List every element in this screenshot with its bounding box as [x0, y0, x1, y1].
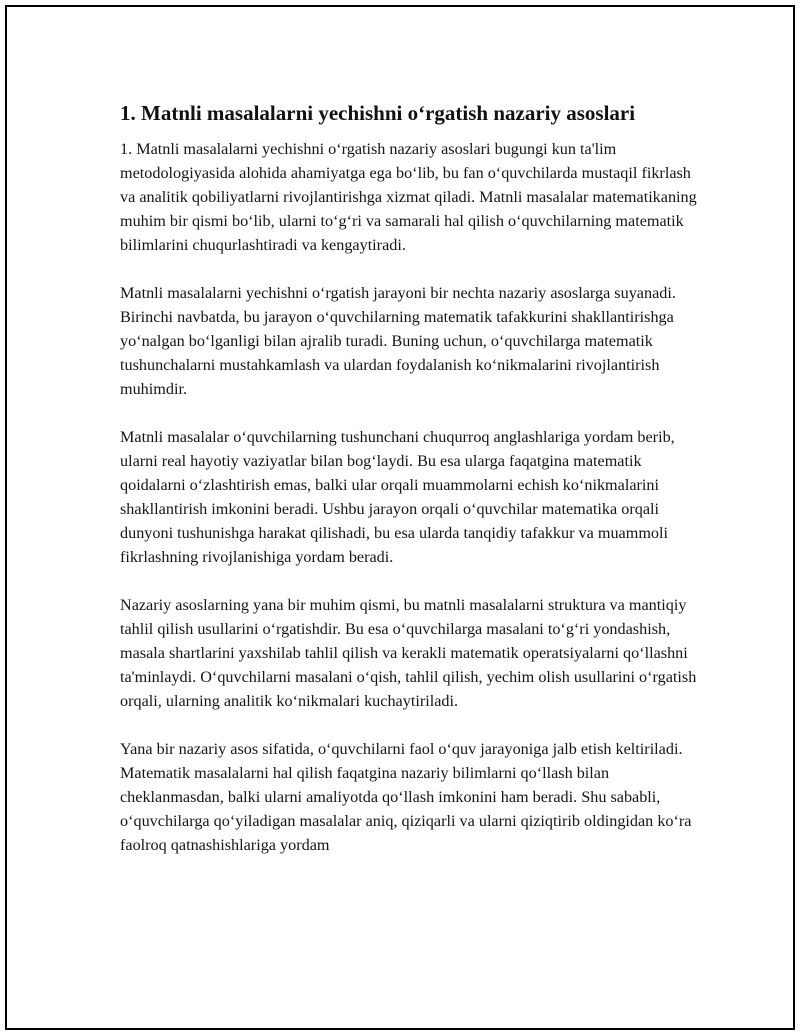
- paragraph-5: Yana bir nazariy asos sifatida, o‘quvchilarni faol o‘quv jarayoniga jalb etish keltiriladi. Matematik masalalarni hal qilish faqatgina nazariy bilimlarni qo‘llash bilan cheklanmasdan, balki ularni amaliyotda qo‘llash imkonini ham beradi. Shu sababli, o‘quvchilarga qo‘yiladigan masalalar aniq, qiziqarli va ularni qiziqtirib oldingidan ko‘ra faolroq qatnashishlariga yordam: [120, 740, 692, 854]
- page-frame: [5, 5, 795, 1030]
- section-heading: 1. Matnli masalalarni yechishni o‘rgatish nazariy asoslari: [120, 101, 636, 125]
- paragraph-4: Nazariy asoslarning yana bir muhim qismi, bu matnli masalalarni struktura va mantiqiy tahlil qilish usullarini o‘rgatishdir. Bu esa o‘quvchilarga masalani to‘g‘ri yondashish, masala shartlarini yaxshilab tahlil qilish va kerakli matematik operatsiyalarni qo‘llashni ta'minlaydi. O‘quvchilarni masalani o‘qish, tahlil qilish, yechim olish usullarini o‘rgatish orqali, ularning analitik ko‘nikmalari kuchaytiriladi.: [120, 596, 697, 710]
- paragraph-1: 1. Matnli masalalarni yechishni o‘rgatish nazariy asoslari bugungi kun ta'lim metodologiyasida alohida ahamiyatga ega bo‘lib, bu fan o‘quvchilarda mustaqil fikrlash va analitik qobiliyatlarni rivojlantirishga xizmat qiladi. Matnli masalalar matematikaning muhim bir qismi bo‘lib, ularni to‘g‘ri va samarali hal qilish o‘quvchilarning matematik bilimlarini chuqurlashtiradi va kengaytiradi.: [120, 140, 697, 254]
- document-body: [120, 99, 700, 881]
- paragraph-2: Matnli masalalarni yechishni o‘rgatish jarayoni bir nechta nazariy asoslarga suyanadi. Birinchi navbatda, bu jarayon o‘quvchilarning matematik tafakkurini shakllantirishga yo‘nalgan bo‘lganligi bilan ajralib turadi. Buning uchun, o‘quvchilarga matematik tushunchalarni mustahkamlash va ulardan foydalanish ko‘nikmalarini rivojlantirish muhimdir.: [120, 284, 676, 398]
- paragraph-3: Matnli masalalar o‘quvchilarning tushunchani chuqurroq anglashlariga yordam berib, ularni real hayotiy vaziyatlar bilan bog‘laydi. Bu esa ularga faqatgina matematik qoidalarni o‘zlashtirish emas, balki ular orqali muammolarni echish ko‘nikmalarini shakllantirish imkonini beradi. Ushbu jarayon orqali o‘quvchilar matematika orqali dunyoni tushunishga harakat qilishadi, bu esa ularda tanqidiy tafakkur va muammoli fikrlashning rivojlanishiga yordam beradi.: [120, 428, 675, 566]
